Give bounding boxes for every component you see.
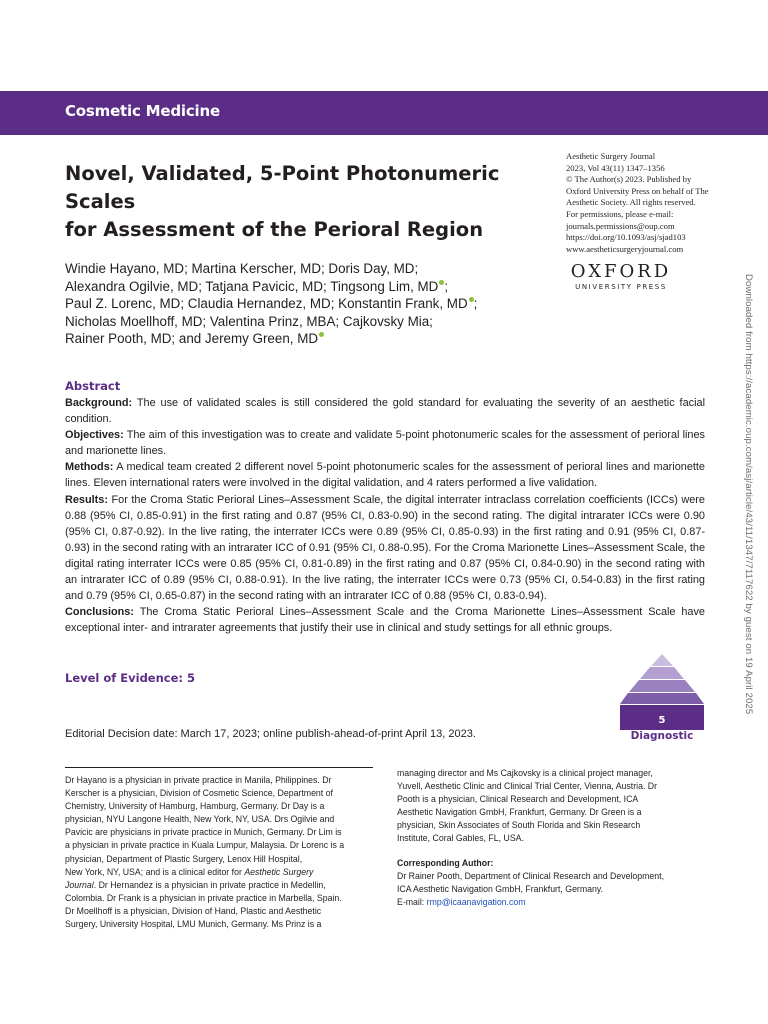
orcid-icon[interactable] xyxy=(319,332,324,337)
publisher-sub: UNIVERSITY PRESS xyxy=(575,283,667,291)
objectives-text: The aim of this investigation was to create and validate 5-point photonumeric scales for the assessment of perioral lines and marionette lines. xyxy=(65,429,705,458)
background-label: Background: xyxy=(65,397,133,409)
results-text: For the Croma Static Perioral Lines–Assessment Scale, the digital interrater intraclass correlation coefficients (ICCs) were 0.88 (95% CI, 0.85-0.91) in the first rating and 0.87 (95% CI, 0.83-0.90) in the second rating. The digital intrarater ICCs were 0.90 (95% CI, 0.87-0.92). In the live rating, the interrater ICCs were 0.89 (95% CI, 0.85-0.93) in the first rating and 0.91 (95% CI, 0.87-0.93) in the second rating with an intrarater ICC of 0.91 (95% CI, 0.88-0.95). For the Croma Marionette Lines–Assessment Scale, the digital rating interrater ICCs were 0.85 (95% CI, 0.81-0.89) in the first rating and 0.87 (95% CI, 0.84-0.90) in the second rating with an intrarater ICC of 0.89 (95% CI, 0.88-0.91). In the live rating, the interrater ICCs were 0.73 (95% CI, 0.54-0.83) in the first rating and 0.79 (95% CI, 0.65-0.87) in the second rating with an intrarater ICC of 0.88 (95% CI, 0.83-0.94). xyxy=(65,493,705,603)
editorial-dates: Editorial Decision date: March 17, 2023; online publish-ahead-of-print April 13, 2023. xyxy=(65,728,476,740)
author-line xyxy=(65,330,545,348)
corresponding-email xyxy=(397,896,717,909)
methods-text: A medical team created 2 different novel 5-point photonumeric scales for the assessment of perioral lines and marionette lines. Eleven international raters were involved in the digital validation, and 4 raters performed a live validation. xyxy=(65,461,705,490)
affiliation-line: Colombia. Dr Frank is a physician in private practice in Marbella, Spain. xyxy=(65,892,342,903)
email-link[interactable]: rmp@icaanavigation.com xyxy=(426,896,526,907)
affiliations-right xyxy=(397,767,717,909)
oxford-logo xyxy=(566,262,676,292)
publisher-name: OXFORD xyxy=(570,261,672,282)
author-line xyxy=(65,260,545,278)
title-line: Novel, Validated, 5-Point Photonumeric Scales xyxy=(65,162,500,213)
affiliation-line: a physician in private practice in Kuala Lumpur, Malaysia. Dr Lorenc is a xyxy=(65,840,345,851)
copyright-line: Oxford University Press on behalf of The xyxy=(566,185,709,196)
methods-label: Methods: xyxy=(65,461,114,474)
affiliation-line: physician, NYU Langone Health, New York, NY, USA. Drs Ogilvie and xyxy=(65,814,335,825)
section-banner xyxy=(0,91,768,135)
journal-volume: 2023, Vol 43(11) 1347–1356 xyxy=(566,162,665,173)
footnote-divider xyxy=(65,767,373,768)
evidence-type-label: Diagnostic xyxy=(630,730,694,742)
editor-text: New York, NY, USA; and is a clinical editor for xyxy=(65,866,245,877)
abstract-body xyxy=(65,395,705,636)
download-note xyxy=(741,274,755,749)
affiliation-line: Kerscher is a physician, Division of Cosmetic Science, Department of xyxy=(65,788,333,799)
journal-italic: Journal xyxy=(65,879,94,890)
abstract-heading: Abstract xyxy=(65,379,121,393)
evidence-level-number: 5 xyxy=(658,715,666,726)
permissions-line: For permissions, please e-mail: xyxy=(566,208,674,219)
journal-meta xyxy=(566,151,741,255)
pyramid-tier xyxy=(629,680,695,692)
affiliations-left xyxy=(65,774,377,931)
affiliation-line: Institute, Coral Gables, FL, USA. xyxy=(397,833,524,844)
abstract-methods xyxy=(65,459,705,491)
corresponding-line: Dr Rainer Pooth, Department of Clinical Research and Development, xyxy=(397,870,665,881)
author-line xyxy=(65,313,545,331)
author-sep: ; xyxy=(444,278,449,294)
pyramid-tier xyxy=(651,654,673,666)
level-of-evidence: Level of Evidence: 5 xyxy=(65,671,196,685)
email-label: E-mail: xyxy=(397,896,427,907)
pyramid-tier xyxy=(640,667,684,679)
affiliation-line: Dr Hayano is a physician in private practice in Manila, Philippines. Dr xyxy=(65,775,332,785)
section-label: Cosmetic Medicine xyxy=(65,102,220,120)
journal-website-link[interactable]: www.aestheticsurgeryjournal.com xyxy=(566,243,684,254)
affiliation-line: Aesthetic Navigation GmbH, Frankfurt, Germany. Dr Green is a xyxy=(397,807,642,818)
author-line-text: Alexandra Ogilvie, MD; Tatjana Pavicic, MD; Tingsong Lim, MD xyxy=(65,278,439,294)
copyright-line: Aesthetic Society. All rights reserved. xyxy=(566,197,696,208)
affiliation-line: Yuvell, Aesthetic Clinic and Clinical Trial Center, Vienna, Austria. Dr xyxy=(397,781,658,792)
download-note-text[interactable]: Downloaded from https://academic.oup.com/asj/article/43/11/1347/7117622 by guest on 19 April 2025 xyxy=(743,274,754,715)
affiliation-line: Pavicic are physicians in private practice in Munich, Germany. Dr Lim is xyxy=(65,827,342,838)
affiliation-line xyxy=(65,866,377,879)
results-label: Results: xyxy=(65,493,108,506)
affiliation-line: physician, Skin Associates of South Florida and Skin Research xyxy=(397,820,641,831)
objectives-label: Objectives: xyxy=(65,429,124,442)
author-line xyxy=(65,295,545,313)
journal-italic: Aesthetic Surgery xyxy=(244,866,314,877)
permissions-email[interactable]: journals.permissions@oup.com xyxy=(566,220,675,231)
abstract-background xyxy=(65,395,705,427)
affiliation-line: Pooth is a physician, Clinical Research and Development, ICA xyxy=(397,794,639,805)
article-title xyxy=(65,160,565,244)
affiliation-line: Dr Moellhoff is a physician, Division of Hand, Plastic and Aesthetic xyxy=(65,905,322,916)
author-line xyxy=(65,278,545,296)
affiliation-line: Surgery, University Hospital, LMU Munich, Germany. Ms Prinz is a xyxy=(65,919,322,930)
author-sep: ; xyxy=(473,296,478,312)
author-line-text: Paul Z. Lorenc, MD; Claudia Hernandez, MD; Konstantin Frank, MD xyxy=(65,296,468,312)
doi-link[interactable]: https://doi.org/10.1093/asj/sjad103 xyxy=(566,232,686,243)
author-line-text: Windie Hayano, MD; Martina Kerscher, MD; Doris Day, MD; xyxy=(65,261,419,276)
author-line-text: Rainer Pooth, MD; and Jeremy Green, MD xyxy=(65,331,319,347)
abstract-conclusions xyxy=(65,604,705,636)
pyramid-tier xyxy=(620,693,704,704)
affiliation-line: physician, Department of Plastic Surgery, Lenox Hill Hospital, xyxy=(65,853,303,864)
abstract-objectives xyxy=(65,427,705,459)
title-line: for Assessment of the Perioral Region xyxy=(65,218,484,241)
author-line-text: Nicholas Moellhoff, MD; Valentina Prinz, MBA; Cajkovsky Mia; xyxy=(65,313,433,329)
corresponding-author-label: Corresponding Author: xyxy=(397,857,494,868)
copyright-line: © The Author(s) 2023. Published by xyxy=(566,174,692,185)
affiliation-line xyxy=(65,879,377,892)
editor-text: . Dr Hernandez is a physician in private practice in Medellin, xyxy=(93,879,326,890)
corresponding-line: ICA Aesthetic Navigation GmbH, Frankfurt, Germany. xyxy=(397,883,604,894)
author-list xyxy=(65,260,545,348)
conclusions-label: Conclusions: xyxy=(65,606,134,619)
conclusions-text: The Croma Static Perioral Lines–Assessment Scale and the Croma Marionette Lines–Assessment Scale have exceptional inter- and intrarater agreements that justify their use in clinical and study settings for all ethnic groups. xyxy=(65,606,705,635)
abstract-results xyxy=(65,492,705,605)
affiliation-line: managing director and Ms Cajkovsky is a clinical project manager, xyxy=(397,768,653,778)
background-text: The use of validated scales is still considered the gold standard for evaluating the severity of an aesthetic facial condition. xyxy=(65,397,705,426)
journal-name: Aesthetic Surgery Journal xyxy=(566,151,656,161)
affiliation-line: Chemistry, University of Hamburg, Hamburg, Germany. Dr Day is a xyxy=(65,801,325,812)
